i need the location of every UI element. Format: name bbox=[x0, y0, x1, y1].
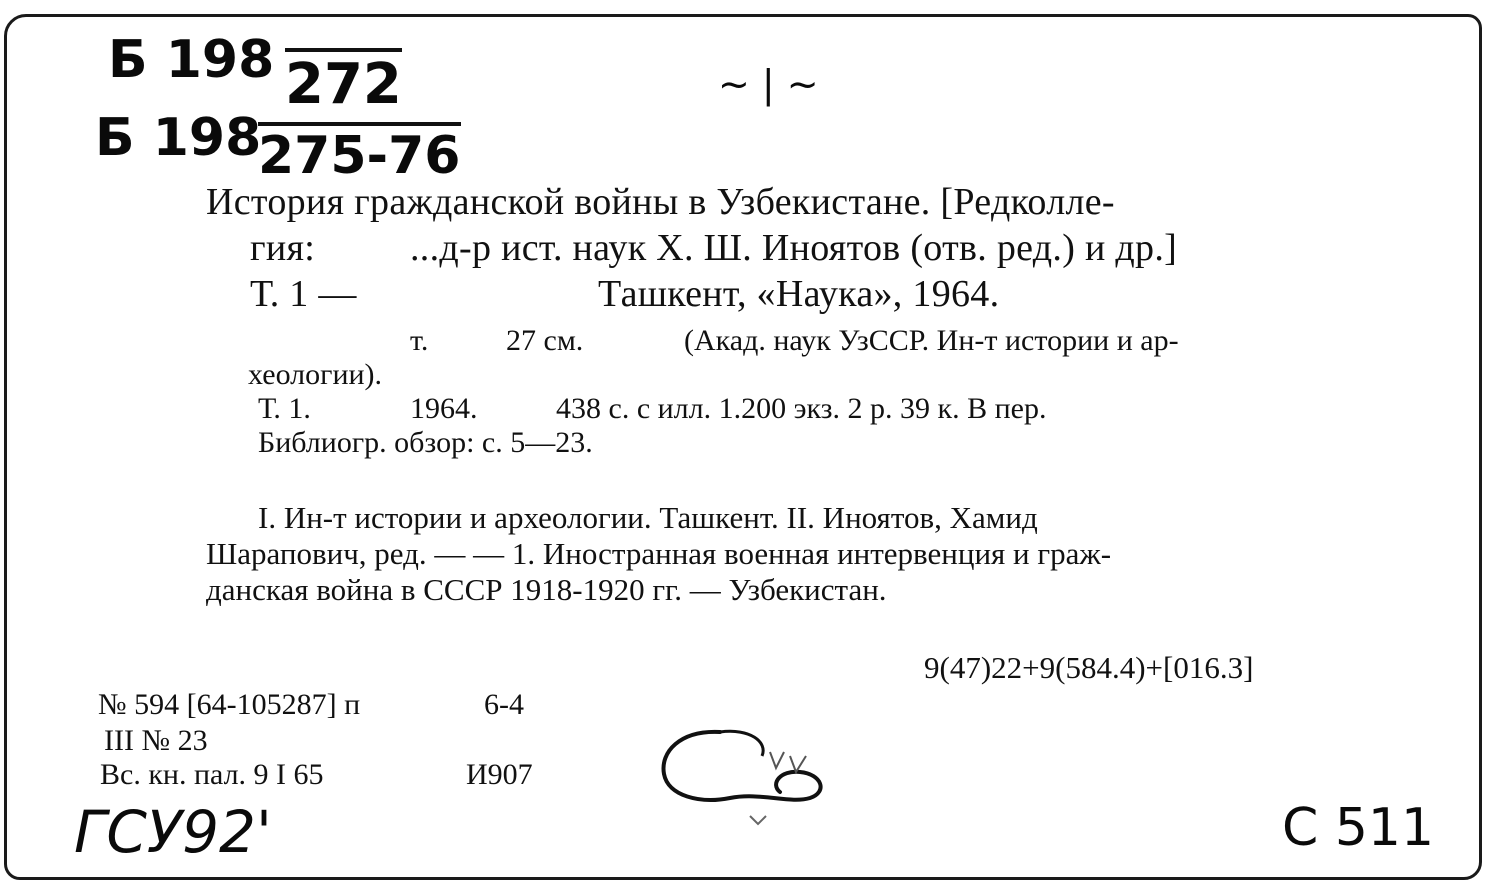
imprint-line-2: III № 23 bbox=[104, 724, 208, 757]
imprint-line-3b: И907 bbox=[466, 758, 533, 791]
handwritten-code-left: ГСУ92' bbox=[74, 798, 272, 866]
shelfmark-1-number: 272 bbox=[285, 48, 402, 117]
shelfmark-1-prefix: Б 198 bbox=[108, 30, 275, 90]
tracings-line-2: Шарапович, ред. — — 1. Иностранная военная интервенция и граж- bbox=[206, 536, 1112, 571]
page-marker: ~ | ~ bbox=[718, 62, 819, 106]
physical-line-1a: т. bbox=[410, 324, 429, 357]
imprint-line-1a: № 594 [64-105287] п bbox=[98, 688, 361, 721]
shelfmark-2-prefix: Б 198 bbox=[95, 108, 262, 168]
shelfmark-2-number: 275-76 bbox=[258, 122, 461, 186]
physical-line-3b: 1964. bbox=[410, 392, 478, 425]
title-line-1: История гражданской войны в Узбекистане. [Редколле- bbox=[206, 181, 1115, 223]
tracings-line-1: I. Ин-т истории и археологии. Ташкент. II. Иноятов, Хамид bbox=[258, 500, 1038, 535]
title-line-3b: Ташкент, «Наука», 1964. bbox=[598, 273, 1000, 315]
physical-line-2: хеологии). bbox=[248, 358, 383, 391]
physical-line-3c: 438 с. с илл. 1.200 экз. 2 р. 39 к. В пер. bbox=[556, 392, 1047, 425]
physical-line-1c: (Акад. наук УзССР. Ин-т истории и ар- bbox=[684, 324, 1179, 357]
title-line-2a: гия: bbox=[250, 227, 316, 269]
imprint-line-1b: 6-4 bbox=[484, 688, 524, 721]
handwritten-code-right: С 511 bbox=[1282, 798, 1435, 858]
classification-code: 9(47)22+9(584.4)+[016.3] bbox=[924, 650, 1254, 685]
tracings-line-3: данская война в СССР 1918-1920 гг. — Узбекистан. bbox=[206, 572, 887, 607]
physical-line-1b: 27 см. bbox=[506, 324, 584, 357]
title-line-2b: ...д-р ист. наук Х. Ш. Иноятов (отв. ред.) и др.] bbox=[410, 227, 1178, 269]
physical-line-4: Библиогр. обзор: с. 5—23. bbox=[258, 426, 593, 459]
imprint-line-3a: Вс. кн. пал. 9 I 65 bbox=[100, 758, 324, 791]
physical-line-3a: Т. 1. bbox=[258, 392, 311, 425]
title-line-3a: Т. 1 — bbox=[250, 273, 357, 315]
library-stamp-scribble bbox=[650, 712, 840, 842]
